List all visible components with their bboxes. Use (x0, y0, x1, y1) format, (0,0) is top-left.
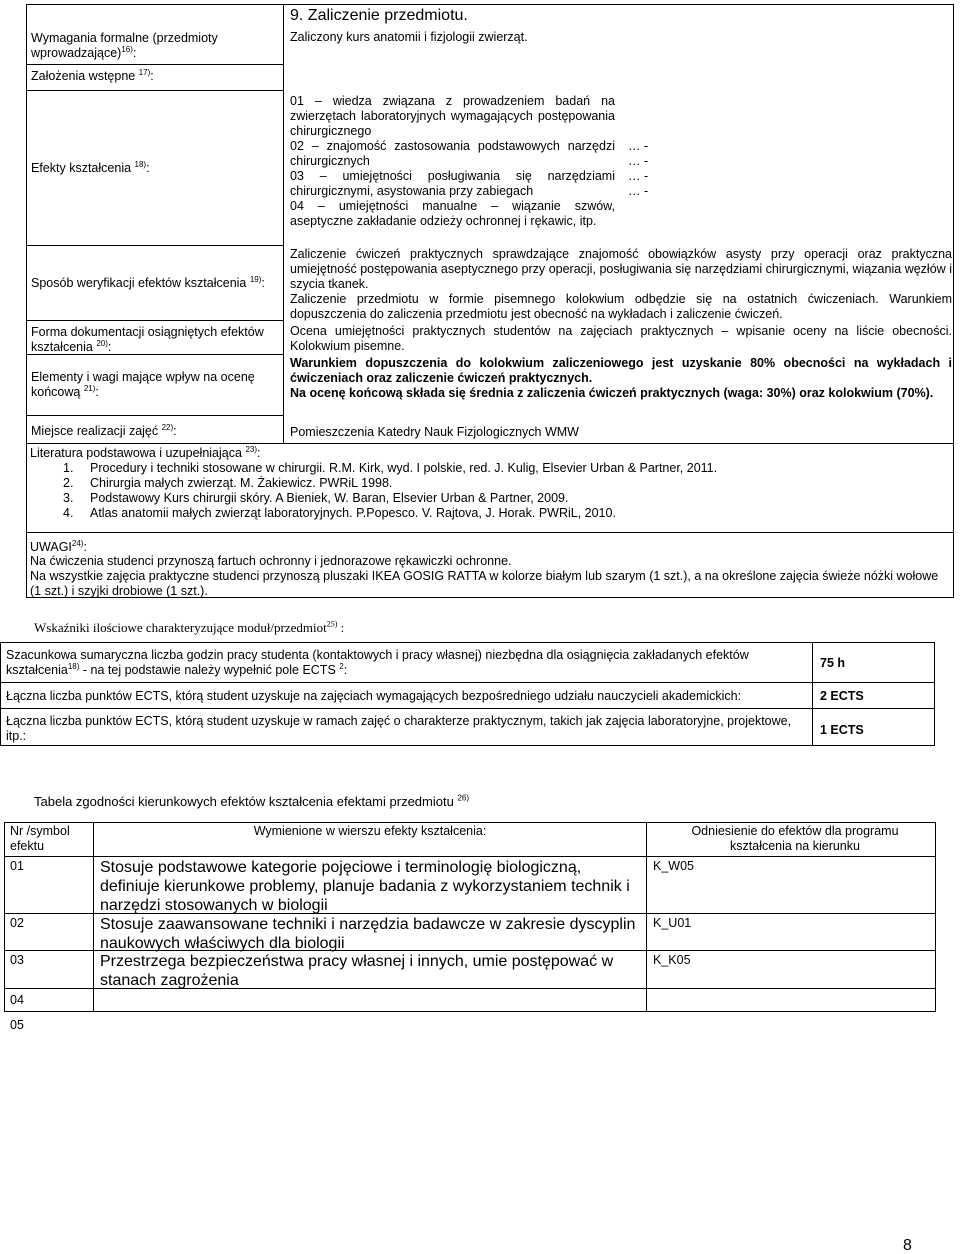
row-sep (26, 415, 283, 416)
compliance-row-ref: K_W05 (653, 859, 694, 873)
row-sep (26, 320, 283, 321)
compliance-row-nr: 02 (10, 916, 24, 930)
label-verification: Sposób weryfikacji efektów kształcenia $^{19)}$: (31, 274, 265, 290)
compliance-title: Tabela zgodności kierunkowych efektów kształcenia efektami przedmiotu $^{26)}$ (34, 793, 470, 809)
indicator-value: 75 h (820, 656, 846, 670)
indicators-col-sep (812, 642, 813, 746)
verification-text (290, 247, 952, 322)
compliance-header-ref: Odniesienie do efektów dla programu kształcenia na kierunku (691, 824, 899, 853)
section-heading: 9. Zaliczenie przedmiotu. (290, 7, 468, 24)
literature-item: 1. Procedury i techniki stosowane w chirurgii. R.M. Kirk, wyd. I polskie, red. J. Kulig, Elsevier Urban & Partner, 2011. (63, 461, 718, 475)
label-place: Miejsce realizacji zajęć $^{22)}$: (31, 422, 177, 438)
effect-mark: … - (628, 169, 649, 183)
effect-mark: … - (628, 154, 649, 168)
compliance-row-nr: 03 (10, 953, 24, 967)
compliance-row-ref: K_K05 (653, 953, 691, 967)
effect-mark: … - (628, 139, 649, 153)
compliance-col-sep (646, 822, 647, 1012)
weights-paragraph: Warunkiem dopuszczenia do kolokwium zaliczeniowego jest uzyskanie 80% obecności na wykładach i ćwiczeniach oraz zaliczenie ćwiczeń praktycznych. (290, 356, 952, 385)
documentation-text: Ocena umiejętności praktycznych studentów na zajęciach praktycznych – wpisanie oceny na liście obecności. Kolokwium pisemne. (290, 324, 952, 353)
compliance-row-text: Stosuje zaawansowane techniki i narzędzia badawcze w zakresie dyscyplin naukowych właściwych dla biologii (100, 916, 636, 952)
compliance-row-nr: 01 (10, 859, 24, 873)
compliance-header-text: Wymienione w wierszu efekty kształcenia: (253, 824, 487, 838)
indicator-label: Łączna liczba punktów ECTS, którą student uzyskuje w ramach zajęć o charakterze praktycznym, takich jak zajęcia laboratoryjne, projektowe, itp.: (6, 714, 792, 743)
verification-paragraph: Zaliczenie przedmiotu w formie pisemnego kolokwium odbędzie się na ostatnich ćwiczeniach. Warunkiem dopuszczenia do zaliczenia przedmiotu jest obecność na wykładach i zaliczenie ćwiczeń. (290, 292, 952, 321)
literature-list (30, 461, 940, 521)
label-weights: Elementy i wagi mające wpływ na ocenę końcową $^{21)}$: (31, 370, 255, 399)
notes-text (30, 554, 952, 599)
compliance-col-sep (93, 822, 94, 1012)
literature-item: 2. Chirurgia małych zwierząt. M. Żakiewicz. PWRiL 1998. (63, 476, 393, 490)
indicator-label: Łączna liczba punktów ECTS, którą student uzyskuje na zajęciach wymagających bezpośredniego udziału nauczycieli akademickich: (6, 689, 742, 703)
indicators-row-sep (0, 708, 935, 709)
literature-item: 4. Atlas anatomii małych zwierząt laboratoryjnych. P.Popesco. V. Rajtova, J. Horak. PWRiL, 2010. (63, 506, 616, 520)
assumptions-text: Zaliczony kurs anatomii i fizjologii zwierząt. (290, 30, 528, 44)
effect-item: 04 – umiejętności manualne – wiązanie szwów, aseptyczne zakładanie odzieży ochronnej i rękawic, itp. (290, 199, 615, 228)
effect-item: 01 – wiedza związana z prowadzeniem badań na zwierzętach laboratoryjnych wymagających postępowania chirurgicznego (290, 94, 615, 138)
literature-separator (26, 532, 954, 533)
top-table-top-right (283, 4, 953, 5)
label-documentation: Forma dokumentacji osiągniętych efektów kształcenia $^{20)}$: (31, 325, 264, 354)
compliance-row-nr: 04 (10, 993, 24, 1007)
literature-item: 3. Podstawowy Kurs chirurgii skóry. A Bieniek, W. Baran, Elsevier Urban & Partner, 2009. (63, 491, 569, 505)
compliance-row-text: Stosuje podstawowe kategorie pojęciowe i terminologię biologiczną, definiuje kierunkowe problemy, planuje badania z wykorzystaniem technik i narzędzi stosowanych w biologii (100, 859, 630, 914)
literature-heading: Literatura podstawowa i uzupełniająca $^{23)}$: (30, 444, 261, 460)
compliance-row-sep (4, 856, 936, 857)
effect-item: 03 – umiejętności posługiwania się narzędziami chirurgicznymi, asystowania przy zabiegach (290, 169, 615, 198)
weights-paragraph: Na ocenę końcową składa się średnia z zaliczenia ćwiczeń praktycznych (waga: 30%) oraz kolokwium (70%). (290, 386, 934, 400)
page-number: 8 (903, 1237, 912, 1254)
verification-paragraph: Zaliczenie ćwiczeń praktycznych sprawdzające znajomość obowiązków asysty przy operacji oraz praktyczna umiejętność postępowania aseptycznego przy operacji, posługiwania się narzędziami chirurgicznymi, wiązania węzłów i szycia tkanek. (290, 247, 952, 291)
notes-line: Na wszystkie zajęcia praktyczne studenci przynoszą pluszaki IKEA GOSIG RATTA w kolorze białym lub szarym (1 szt.), a na określone zajęcia świeże nóżki wołowe (1 szt.) i szyjki drobiowe (1 szt.). (30, 569, 939, 598)
row-sep (26, 245, 283, 246)
label-effects: Efekty kształcenia $^{18)}$: (31, 159, 150, 175)
compliance-row-text: Przestrzega bezpieczeństwa pracy własnej i innych, umie postępować w stanach zagrożenia (100, 953, 614, 989)
row-sep (26, 90, 283, 91)
weights-text (290, 356, 952, 401)
effect-item: 02 – znajomość zastosowania podstawowych narzędzi chirurgicznych (290, 139, 615, 168)
indicators-row-sep (0, 682, 935, 683)
indicator-value: 2 ECTS (820, 689, 864, 703)
top-table-right-border (283, 4, 284, 443)
label-requirements: Wymagania formalne (przedmioty wprowadzające)$^{16)}$: (31, 31, 218, 60)
indicator-value: 1 ECTS (820, 723, 864, 737)
row-sep (26, 64, 283, 65)
top-table-far-right (953, 4, 954, 443)
notes-line: Na ćwiczenia studenci przynoszą fartuch ochronny i jednorazowe rękawiczki ochronne. (30, 554, 512, 568)
compliance-row-nr: 05 (10, 1018, 24, 1032)
label-assumptions: Założenia wstępne $^{17)}$: (31, 67, 154, 83)
effects-marks (628, 139, 668, 199)
compliance-row-ref: K_U01 (653, 916, 692, 930)
notes-heading: UWAGI$^{24)}$: (30, 538, 87, 554)
indicator-label: Szacunkowa sumaryczna liczba godzin pracy studenta (kontaktowych i pracy własnej) niezbędna dla osiągnięcia zakładanych efektów kształcenia$^{18)}$ - na tej podstawie należy wypełnić pole ECTS $^2$: (6, 648, 749, 677)
place-text: Pomieszczenia Katedry Nauk Fizjologicznych WMW (290, 425, 579, 439)
indicators-title: Wskaźniki ilościowe charakteryzujące moduł/przedmiot$^{25)}$ : (34, 619, 345, 635)
effects-list (290, 94, 615, 229)
compliance-header-nr: Nr /symbol efektu (10, 824, 70, 853)
effect-mark: … - (628, 184, 649, 198)
